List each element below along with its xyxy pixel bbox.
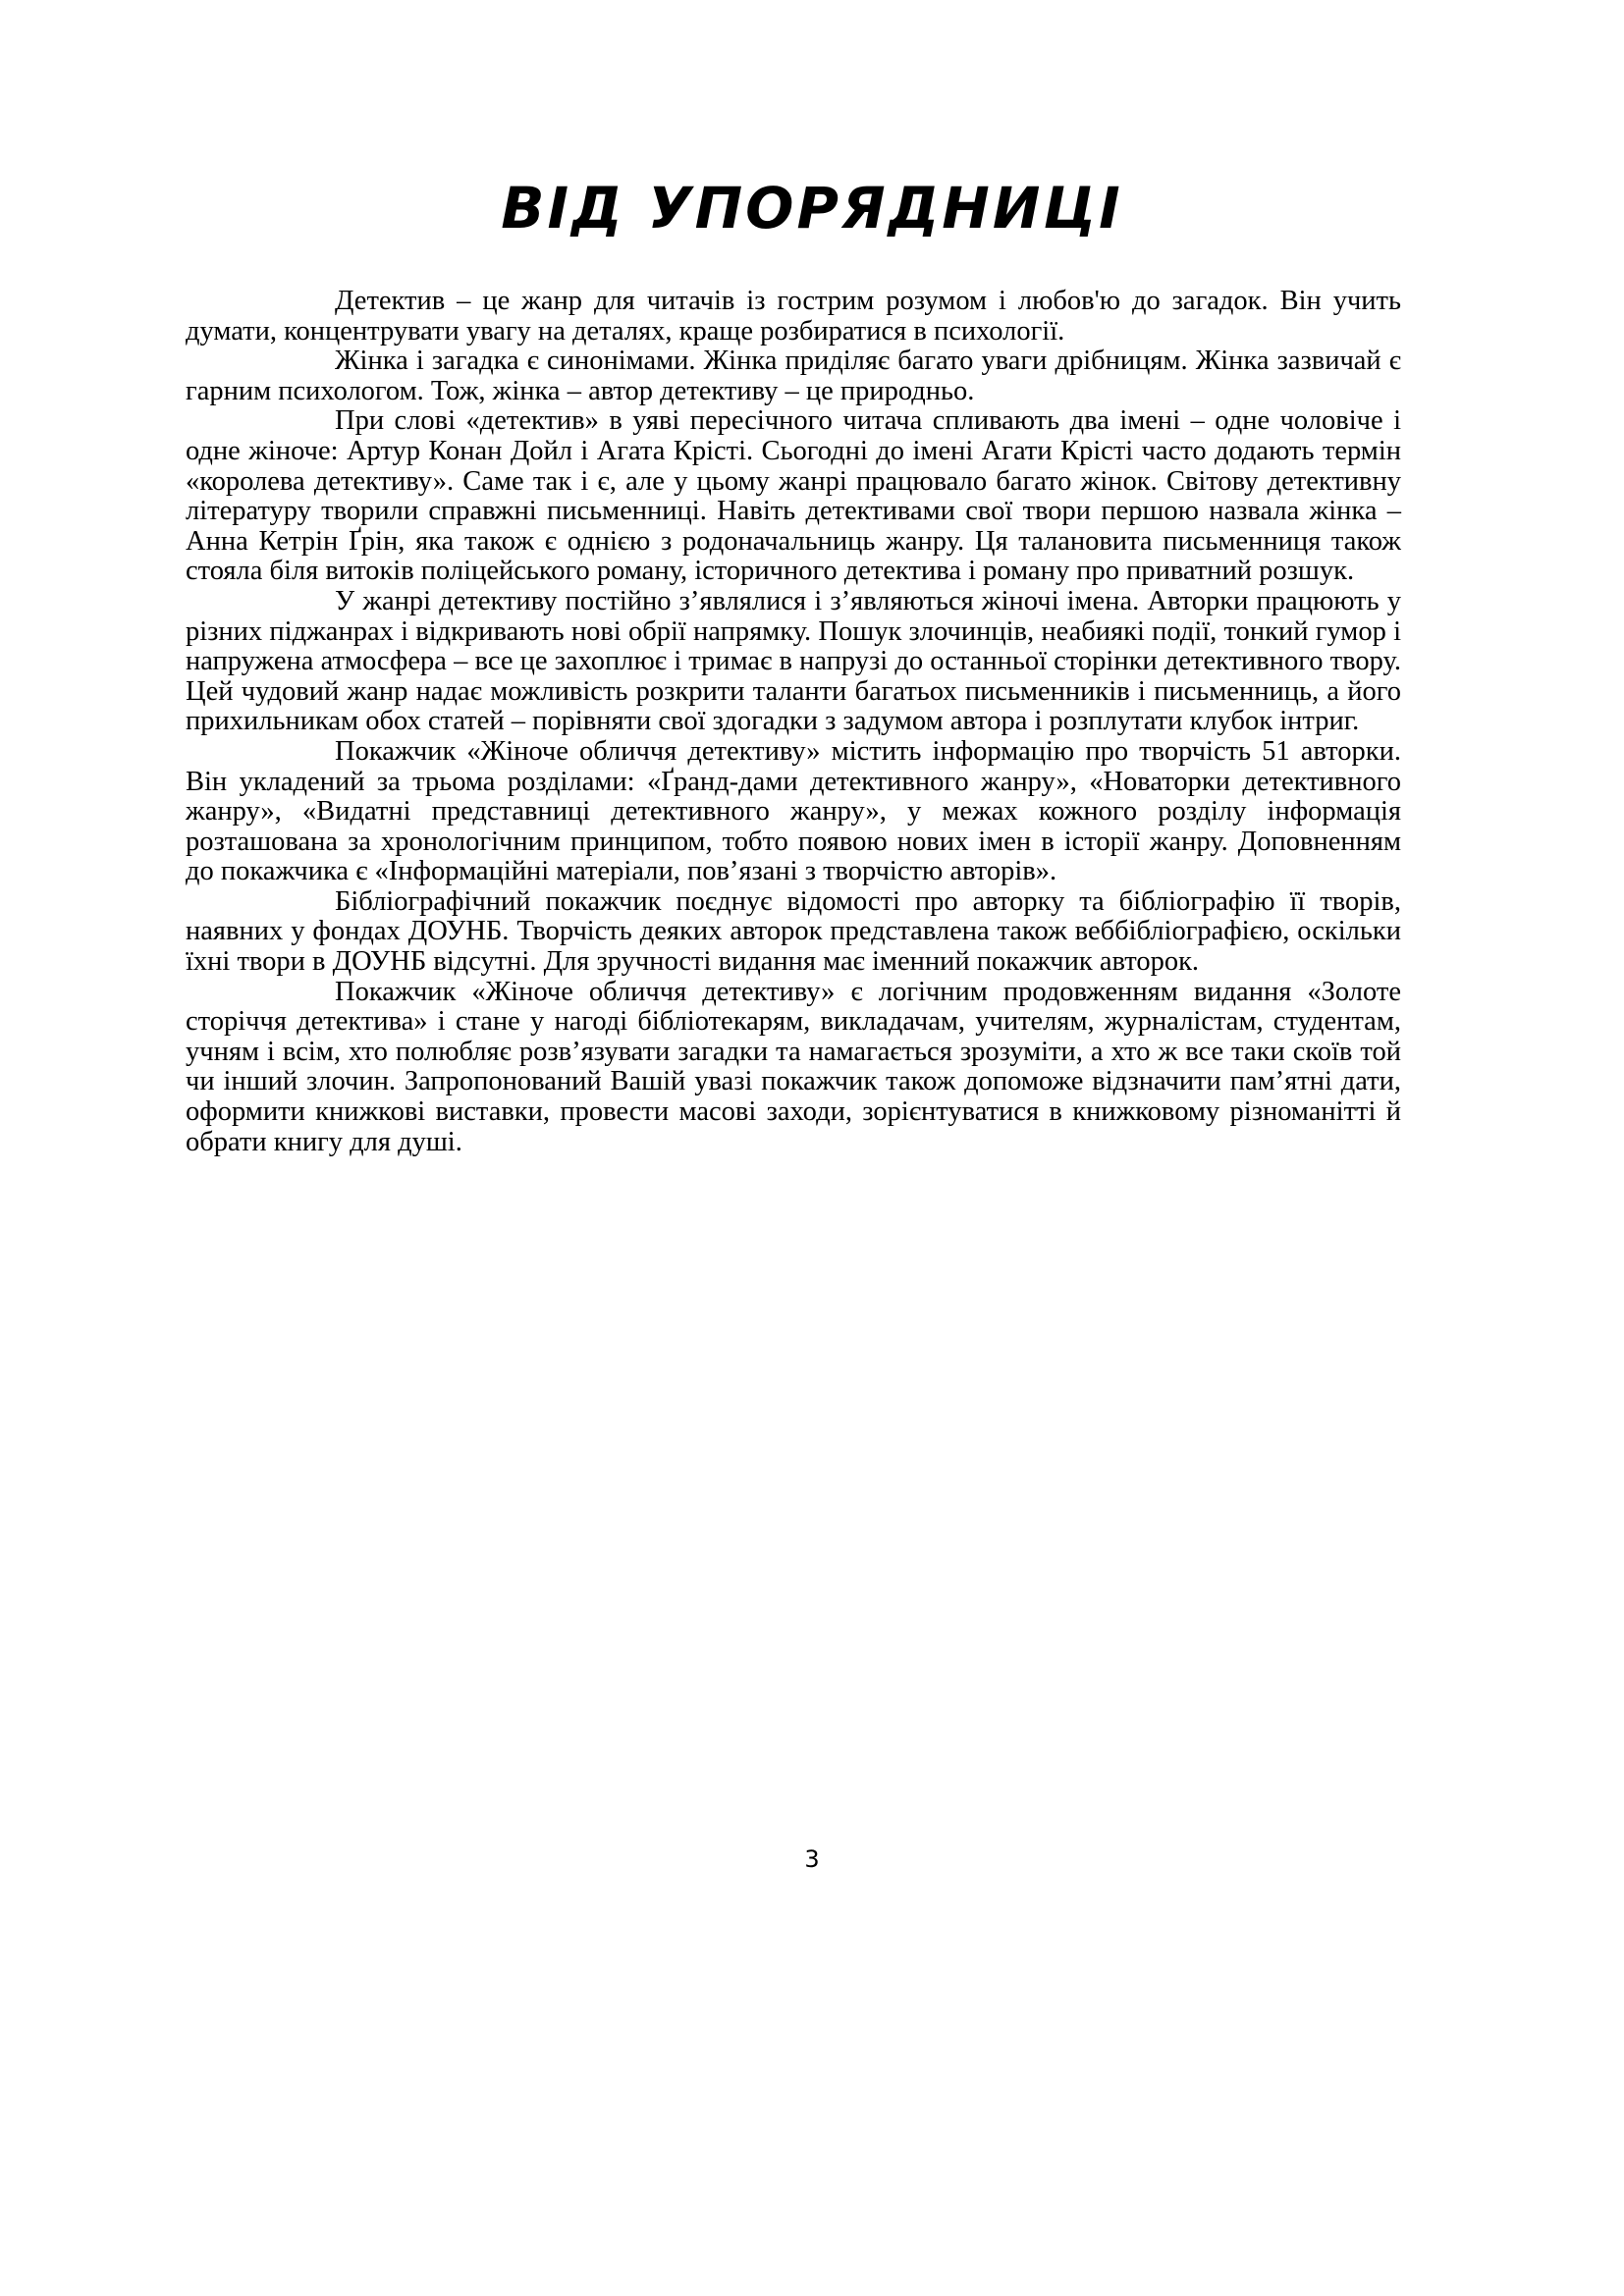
paragraph: При слові «детектив» в уяві пересічного читача спливають два імені – одне чоловіче і одне жіноче: Артур Конан Дойл і Агата Крісті. Сьогодні до імені Агати Крісті часто додають термін «королева детективу». Саме так і є, але у цьому жанрі працювало багато жінок. Світову детективну літературу творили справжні письменниці. Навіть детективами свої твори першою назвала жінка – Анна Кетрін Ґрін, яка також є однією з родоначальниць жанру. Ця талановита письменниця також стояла біля витоків поліцейського роману, історичного детектива і роману про приватний розшук. <box>186 405 1401 587</box>
page-number: 3 <box>804 1845 820 1873</box>
paragraph: Жінка і загадка є синонімами. Жінка приділяє багато уваги дрібницям. Жінка зазвичай є гарним психологом. Тож, жінка – автор детективу – це природньо. <box>186 346 1401 406</box>
paragraph: Детектив – це жанр для читачів із гострим розумом і любов'ю до загадок. Він учить думати, концентрувати увагу на деталях, краще розбиратися в психології. <box>186 286 1401 347</box>
paragraph: Покажчик «Жіноче обличчя детективу» є логічним продовженням видання «Золоте сторіччя детектива» і стане у нагоді бібліотекарям, викладачам, учителям, журналістам, студентам, учням і всім, хто полюбляє розв’язувати загадки та намагається зрозуміти, а хто ж все таки скоїв той чи інший злочин. Запропонований Вашій увазі покажчик також допоможе відзначити пам’ятні дати, оформити книжкові виставки, провести масові заходи, зорієнтуватися в книжковому різноманітті й обрати книгу для душі. <box>186 976 1401 1157</box>
paragraph: У жанрі детективу постійно з’являлися і з’являються жіночі імена. Авторки працюють у різних піджанрах і відкривають нові обрії напрямку. Пошук злочинців, неабиякі події, тонкий гумор і напружена атмосфера – все це захоплює і тримає в напрузі до останньої сторінки детективного твору. Цей чудовий жанр надає можливість розкрити таланти багатьох письменників і письменниць, а його прихильникам обох статей – порівняти свої здогадки з задумом автора і розплутати клубок інтриг. <box>186 585 1401 737</box>
paragraph: Покажчик «Жіноче обличчя детективу» містить інформацію про творчість 51 авторки. Він укладений за трьома розділами: «Ґранд-дами детективного жанру», «Новаторки детективного жанру», «Видатні представниці детективного жанру», у межах кожного розділу інформація розташована за хронологічним принципом, тобто появою нових імен в історії жанру. Доповненням до покажчика є «Інформаційні матеріали, пов’язані з творчістю авторів». <box>186 735 1401 887</box>
paragraph: Бібліографічний покажчик поєднує відомості про авторку та бібліографію її творів, наявних у фондах ДОУНБ. Творчість деяких авторок представлена також веббібліографією, оскільки їхні твори в ДОУНБ відсутні. Для зручності видання має іменний покажчик авторок. <box>186 885 1401 978</box>
page-title: ВІД УПОРЯДНИЦІ <box>501 175 1123 241</box>
body-text <box>186 287 1401 1157</box>
